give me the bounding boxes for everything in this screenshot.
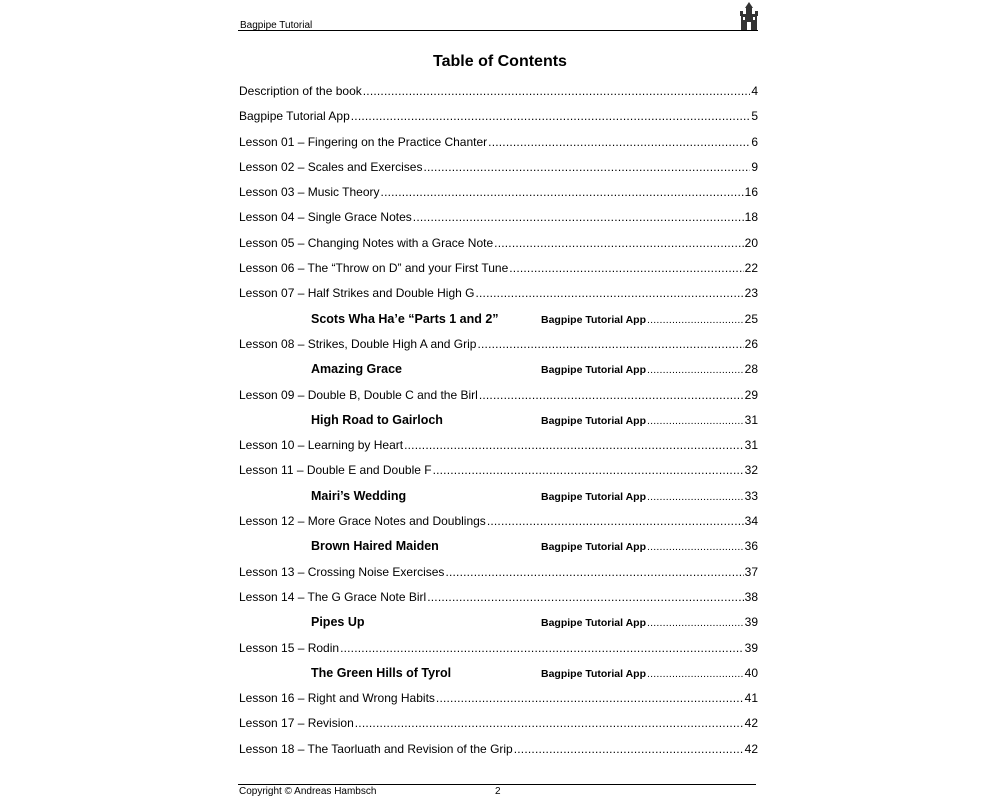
entry-label: Lesson 11 – Double E and Double F bbox=[239, 463, 432, 478]
page-ref: 42 bbox=[744, 741, 758, 756]
toc-lesson-entry[interactable] bbox=[239, 233, 760, 258]
toc-lesson-entry[interactable] bbox=[239, 207, 760, 232]
entry-label: Lesson 02 – Scales and Exercises bbox=[239, 159, 423, 174]
toc-lesson-entry[interactable] bbox=[239, 739, 760, 764]
toc-lesson-entry[interactable] bbox=[239, 435, 760, 460]
toc-tune-entry[interactable] bbox=[239, 612, 760, 637]
tune-title: High Road to Gairloch bbox=[311, 412, 443, 427]
running-header: Bagpipe Tutorial bbox=[240, 20, 313, 31]
page-ref: 20 bbox=[744, 235, 758, 250]
toc-lesson-entry[interactable] bbox=[239, 258, 760, 283]
dot-leader bbox=[479, 385, 744, 405]
entry-label: Description of the book bbox=[239, 84, 362, 98]
page-ref: 4 bbox=[751, 84, 758, 98]
dot-leader bbox=[647, 360, 744, 380]
entry-label: Lesson 10 – Learning by Heart bbox=[239, 438, 404, 453]
dot-leader bbox=[647, 613, 744, 633]
toc-lesson-entry[interactable] bbox=[239, 81, 760, 106]
page-ref: 23 bbox=[744, 286, 758, 301]
dot-leader bbox=[647, 310, 744, 330]
app-label: Bagpipe Tutorial App bbox=[541, 490, 646, 503]
castle-icon bbox=[738, 2, 760, 30]
app-label: Bagpipe Tutorial App bbox=[541, 364, 646, 377]
app-label: Bagpipe Tutorial App bbox=[541, 313, 646, 326]
toc-tune-entry[interactable] bbox=[239, 309, 760, 334]
page-ref: 39 bbox=[744, 640, 758, 655]
entry-label: Lesson 13 – Crossing Noise Exercises bbox=[239, 564, 445, 579]
page-ref: 31 bbox=[744, 438, 758, 453]
toc-tune-entry[interactable] bbox=[239, 486, 760, 511]
dot-leader bbox=[488, 132, 750, 152]
entry-label: Lesson 09 – Double B, Double C and the Birl bbox=[239, 387, 478, 402]
dot-leader bbox=[494, 233, 743, 253]
dot-leader bbox=[445, 562, 743, 582]
page-ref: 18 bbox=[744, 210, 758, 225]
entry-label: Lesson 12 – More Grace Notes and Doublings bbox=[239, 514, 486, 529]
toc-tune-entry[interactable] bbox=[239, 536, 760, 561]
page-ref: 6 bbox=[751, 134, 758, 149]
page-title: Table of Contents bbox=[433, 53, 567, 70]
toc-lesson-entry[interactable] bbox=[239, 562, 760, 587]
toc-lesson-entry[interactable] bbox=[239, 460, 760, 485]
dot-leader bbox=[363, 81, 751, 101]
page-ref: 32 bbox=[744, 463, 758, 478]
dot-leader bbox=[477, 334, 743, 354]
page-ref: 40 bbox=[744, 665, 758, 680]
toc-lesson-entry[interactable] bbox=[239, 106, 760, 131]
app-label: Bagpipe Tutorial App bbox=[541, 414, 646, 427]
entry-label: Lesson 15 – Rodin bbox=[239, 640, 340, 655]
page-ref: 16 bbox=[744, 185, 758, 200]
toc-lesson-entry[interactable] bbox=[239, 688, 760, 713]
tune-title: Brown Haired Maiden bbox=[311, 539, 439, 554]
toc-lesson-entry[interactable] bbox=[239, 157, 760, 182]
page-ref: 22 bbox=[744, 261, 758, 276]
page-ref: 31 bbox=[744, 412, 758, 427]
entry-label: Bagpipe Tutorial App bbox=[239, 109, 350, 124]
table-of-contents bbox=[239, 81, 760, 764]
entry-label: Lesson 05 – Changing Notes with a Grace Note bbox=[239, 235, 494, 250]
entry-label: Lesson 04 – Single Grace Notes bbox=[239, 210, 412, 225]
entry-label: Lesson 16 – Right and Wrong Habits bbox=[239, 691, 435, 706]
page-ref: 9 bbox=[751, 159, 758, 174]
tune-title: Amazing Grace bbox=[311, 362, 403, 377]
dot-leader bbox=[436, 688, 744, 708]
dot-leader bbox=[423, 157, 750, 177]
dot-leader bbox=[355, 713, 744, 733]
dot-leader bbox=[647, 664, 744, 684]
toc-lesson-entry[interactable] bbox=[239, 638, 760, 663]
toc-lesson-entry[interactable] bbox=[239, 587, 760, 612]
entry-label: Lesson 06 – The “Throw on D” and your First Tune bbox=[239, 261, 509, 276]
app-label: Bagpipe Tutorial App bbox=[541, 667, 646, 680]
page-ref: 36 bbox=[744, 539, 758, 554]
dot-leader bbox=[514, 739, 744, 759]
tune-title: Pipes Up bbox=[311, 615, 365, 630]
toc-tune-entry[interactable] bbox=[239, 663, 760, 688]
toc-lesson-entry[interactable] bbox=[239, 182, 760, 207]
dot-leader bbox=[413, 207, 744, 227]
page-ref: 37 bbox=[744, 564, 758, 579]
page-number: 2 bbox=[495, 786, 501, 797]
toc-lesson-entry[interactable] bbox=[239, 334, 760, 359]
toc-lesson-entry[interactable] bbox=[239, 511, 760, 536]
header-rule bbox=[238, 30, 758, 31]
dot-leader bbox=[475, 283, 743, 303]
dot-leader bbox=[427, 587, 743, 607]
dot-leader bbox=[509, 258, 743, 278]
page-ref: 5 bbox=[751, 109, 758, 124]
page-ref: 25 bbox=[744, 311, 758, 326]
dot-leader bbox=[647, 487, 744, 507]
dot-leader bbox=[647, 537, 744, 557]
page-ref: 38 bbox=[744, 589, 758, 604]
page-ref: 33 bbox=[744, 488, 758, 503]
page-ref: 39 bbox=[744, 615, 758, 630]
page-ref: 26 bbox=[744, 336, 758, 351]
footer-rule bbox=[238, 784, 756, 785]
dot-leader bbox=[404, 435, 744, 455]
toc-tune-entry[interactable] bbox=[239, 410, 760, 435]
entry-label: Lesson 03 – Music Theory bbox=[239, 185, 380, 200]
toc-lesson-entry[interactable] bbox=[239, 283, 760, 308]
page-ref: 34 bbox=[744, 514, 758, 529]
dot-leader bbox=[381, 182, 744, 202]
toc-lesson-entry[interactable] bbox=[239, 385, 760, 410]
page-ref: 42 bbox=[744, 716, 758, 731]
entry-label: Lesson 07 – Half Strikes and Double High G bbox=[239, 286, 475, 301]
entry-label: Lesson 17 – Revision bbox=[239, 716, 354, 731]
dot-leader bbox=[433, 460, 744, 480]
dot-leader bbox=[340, 638, 744, 658]
tune-title: The Green Hills of Tyrol bbox=[311, 665, 452, 680]
tune-title: Scots Wha Ha’e “Parts 1 and 2” bbox=[311, 311, 499, 326]
dot-leader bbox=[351, 106, 751, 126]
entry-label: Lesson 01 – Fingering on the Practice Chanter bbox=[239, 134, 488, 149]
app-label: Bagpipe Tutorial App bbox=[541, 541, 646, 554]
entry-label: Lesson 14 – The G Grace Note Birl bbox=[239, 589, 427, 604]
entry-label: Lesson 18 – The Taorluath and Revision of the Grip bbox=[239, 741, 513, 756]
page-ref: 41 bbox=[744, 691, 758, 706]
dot-leader bbox=[487, 511, 744, 531]
dot-leader bbox=[647, 411, 744, 431]
app-label: Bagpipe Tutorial App bbox=[541, 617, 646, 630]
copyright-text: Copyright © Andreas Hambsch bbox=[239, 786, 377, 797]
toc-lesson-entry[interactable] bbox=[239, 713, 760, 738]
page-ref: 29 bbox=[744, 387, 758, 402]
toc-lesson-entry[interactable] bbox=[239, 132, 760, 157]
entry-label: Lesson 08 – Strikes, Double High A and Grip bbox=[239, 336, 477, 351]
toc-tune-entry[interactable] bbox=[239, 359, 760, 384]
page-ref: 28 bbox=[744, 362, 758, 377]
tune-title: Mairi’s Wedding bbox=[311, 488, 407, 503]
